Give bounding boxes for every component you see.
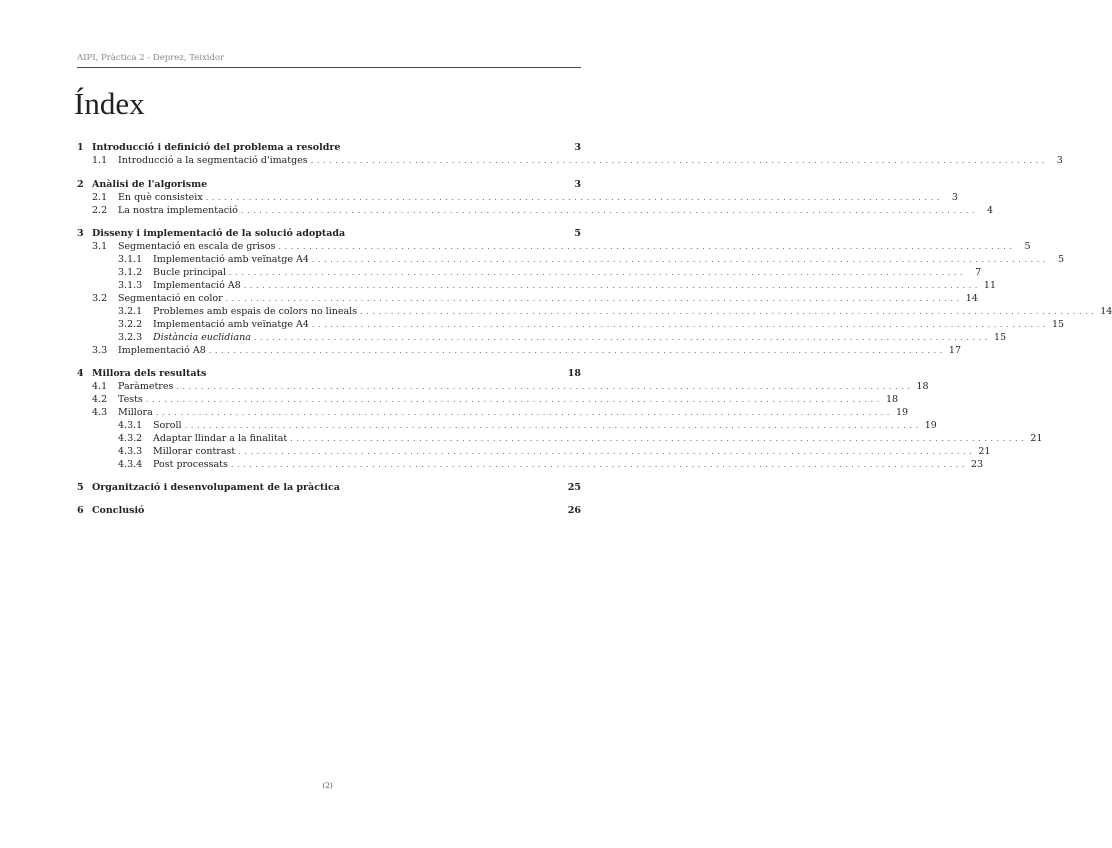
toc-entry-page: 18	[567, 368, 581, 379]
toc-entry-page: 15	[994, 332, 1007, 343]
toc-entry-number: 3.2.3	[118, 332, 143, 343]
toc-entry-4-2[interactable]	[77, 393, 899, 406]
toc-entry-title: La nostra implementació	[118, 205, 238, 216]
toc-entry-3-2-1[interactable]	[77, 305, 1112, 318]
toc-entry-3[interactable]	[77, 227, 581, 240]
dot-leader: ........................................................................................................................	[310, 156, 1048, 165]
toc-entry-title: Anàlisi de l'algorisme	[92, 179, 208, 190]
toc-entry-number: 5	[77, 482, 84, 493]
toc-entry-number: 3.1.3	[118, 280, 143, 291]
dot-leader: ........................................................................................................................	[230, 460, 968, 469]
toc-entry-page: 5	[1024, 241, 1031, 252]
toc-entry-3-2[interactable]	[77, 292, 978, 305]
toc-entry-page: 7	[975, 267, 982, 278]
toc-entry-page: 14	[965, 293, 978, 304]
toc-entry-title: Distància euclidiana	[153, 332, 251, 343]
page-number: (2)	[322, 781, 333, 790]
toc-entry-3-1[interactable]	[77, 240, 1031, 253]
toc-entry-page: 18	[916, 381, 929, 392]
toc-entry-number: 2.2	[92, 205, 108, 216]
dot-leader: ........................................................................................................................	[208, 346, 946, 355]
toc-entry-page: 3	[574, 179, 581, 190]
toc-entry-3-2-2[interactable]	[77, 318, 1065, 331]
toc-entry-number: 6	[77, 505, 84, 516]
toc-entry-page: 3	[951, 192, 958, 203]
dot-leader: ........................................................................................................................	[229, 268, 967, 277]
toc-entry-number: 4.2	[92, 394, 108, 405]
toc-entry-page: 19	[895, 407, 909, 418]
toc-entry-title: Segmentació en color	[118, 293, 223, 304]
toc-entry-3-1-1[interactable]	[77, 253, 1065, 266]
toc-entry-page: 21	[1030, 433, 1043, 444]
toc-entry-page: 3	[574, 142, 581, 153]
toc-entry-page: 5	[574, 228, 581, 239]
toc-entry-title: Post processats	[153, 459, 228, 470]
dot-leader: ........................................................................................................................	[243, 281, 981, 290]
toc-entry-page: 5	[1057, 254, 1065, 265]
toc-entry-page: 15	[1052, 319, 1065, 330]
toc-entry-number: 4.3.1	[118, 420, 143, 431]
toc-entry-title: En què consisteix	[118, 192, 203, 203]
toc-entry-number: 3.2.2	[118, 319, 143, 330]
toc-entry-number: 2	[77, 179, 84, 190]
toc-entry-title: Implementació A8	[118, 345, 206, 356]
toc-entry-3-2-3[interactable]	[77, 331, 1007, 344]
toc-entry-page: 18	[885, 394, 899, 405]
dot-leader: ........................................................................................................................	[205, 193, 943, 202]
toc-entry-page: 17	[948, 345, 961, 356]
toc-entry-title: Implementació amb veïnatge A4	[153, 254, 309, 265]
toc-entry-page: 21	[978, 446, 991, 457]
toc-entry-title: Millorar contrast	[153, 446, 236, 457]
toc-entry-title: Bucle principal	[153, 267, 227, 278]
dot-leader: ........................................................................................................................	[290, 434, 1028, 443]
toc-entry-title: Organització i desenvolupament de la pràctica	[92, 482, 340, 493]
toc-entry-title: Tests	[118, 394, 143, 405]
toc-entry-2-2[interactable]	[77, 204, 994, 217]
toc-entry-title: Segmentació en escala de grisos	[118, 241, 276, 252]
toc-entry-number: 3.2.1	[118, 306, 143, 317]
toc-entry-number: 4.3.4	[118, 459, 143, 470]
dot-leader: ........................................................................................................................	[225, 294, 963, 303]
toc-entry-6[interactable]	[77, 504, 581, 517]
dot-leader: ........................................................................................................................	[240, 206, 979, 215]
toc-entry-title: Adaptar llindar a la finalitat	[153, 433, 288, 444]
toc-entry-page: 25	[567, 482, 581, 493]
dot-leader: ........................................................................................................................	[311, 320, 1050, 329]
toc-entry-number: 4.3.3	[118, 446, 143, 457]
toc-entry-title: Implementació A8	[153, 280, 241, 291]
toc-entry-number: 2.1	[92, 192, 108, 203]
toc-entry-page: 23	[971, 459, 984, 470]
toc-entry-title: Paràmetres	[118, 381, 174, 392]
toc-entry-4-3[interactable]	[77, 406, 909, 419]
toc-entry-page: 26	[567, 505, 581, 516]
toc-entry-page: 14	[1100, 306, 1112, 317]
toc-entry-1-1[interactable]	[77, 154, 1063, 167]
toc-entry-number: 3.2	[92, 293, 108, 304]
toc-entry-number: 3.3	[92, 345, 108, 356]
page-header: AIPI, Pràctica 2 - Deprez, Teixidor	[77, 53, 581, 68]
toc-entry-title: Millora dels resultats	[92, 368, 207, 379]
toc-entry-title: Conclusió	[92, 505, 145, 516]
toc-entry-number: 4.1	[92, 381, 108, 392]
dot-leader: ........................................................................................................................	[278, 242, 1016, 251]
toc-entry-page: 4	[986, 205, 994, 216]
dot-leader: ........................................................................................................................	[155, 408, 893, 417]
toc-entry-4-3-3[interactable]	[77, 445, 991, 458]
toc-entry-4-3-2[interactable]	[77, 432, 1043, 445]
toc-entry-3-1-2[interactable]	[77, 266, 982, 279]
dot-leader: ........................................................................................................................	[360, 307, 1098, 316]
toc-entry-page: 11	[983, 280, 996, 291]
toc-entry-3-3[interactable]	[77, 344, 961, 357]
toc-entry-3-1-3[interactable]	[77, 279, 996, 292]
toc-entry-title: Problemes amb espais de colors no lineals	[153, 306, 358, 317]
toc-entry-number: 3.1.1	[118, 254, 143, 265]
toc-entry-4[interactable]	[77, 367, 581, 380]
toc-entry-title: Millora	[118, 407, 153, 418]
toc-entry-number: 3.1	[92, 241, 108, 252]
toc-entry-number: 1.1	[92, 155, 108, 166]
toc-entry-number: 4.3.2	[118, 433, 143, 444]
toc-entry-title: Implementació amb veïnatge A4	[153, 319, 309, 330]
toc-entry-5[interactable]	[77, 481, 581, 494]
dot-leader: ........................................................................................................................	[253, 333, 992, 342]
toc-entry-2[interactable]	[77, 178, 581, 191]
toc-entry-title: Disseny i implementació de la solució adoptada	[92, 228, 346, 239]
toc-entry-number: 4.3	[92, 407, 108, 418]
toc-entry-number: 4	[77, 368, 84, 379]
toc-entry-2-1[interactable]	[77, 191, 958, 204]
dot-leader: ........................................................................................................................	[145, 395, 883, 404]
toc-entry-page: 19	[924, 420, 937, 431]
toc-entry-page: 3	[1056, 155, 1063, 166]
dot-leader: ........................................................................................................................	[238, 447, 976, 456]
dot-leader: ........................................................................................................................	[311, 255, 1050, 264]
toc-entry-number: 3	[77, 228, 84, 239]
toc-entry-1[interactable]	[77, 141, 581, 154]
toc-entry-title: Introducció i definició del problema a resoldre	[92, 142, 341, 153]
toc-entry-4-1[interactable]	[77, 380, 929, 393]
toc-entry-title: Introducció a la segmentació d'imatges	[118, 155, 308, 166]
toc-entry-title: Soroll	[153, 420, 182, 431]
toc-entry-4-3-1[interactable]	[77, 419, 937, 432]
toc-entry-number: 1	[77, 142, 84, 153]
toc-entry-4-3-4[interactable]	[77, 458, 984, 471]
page-title: Índex	[74, 86, 145, 121]
dot-leader: ........................................................................................................................	[184, 421, 922, 430]
dot-leader: ........................................................................................................................	[176, 382, 914, 391]
toc-entry-number: 3.1.2	[118, 267, 143, 278]
